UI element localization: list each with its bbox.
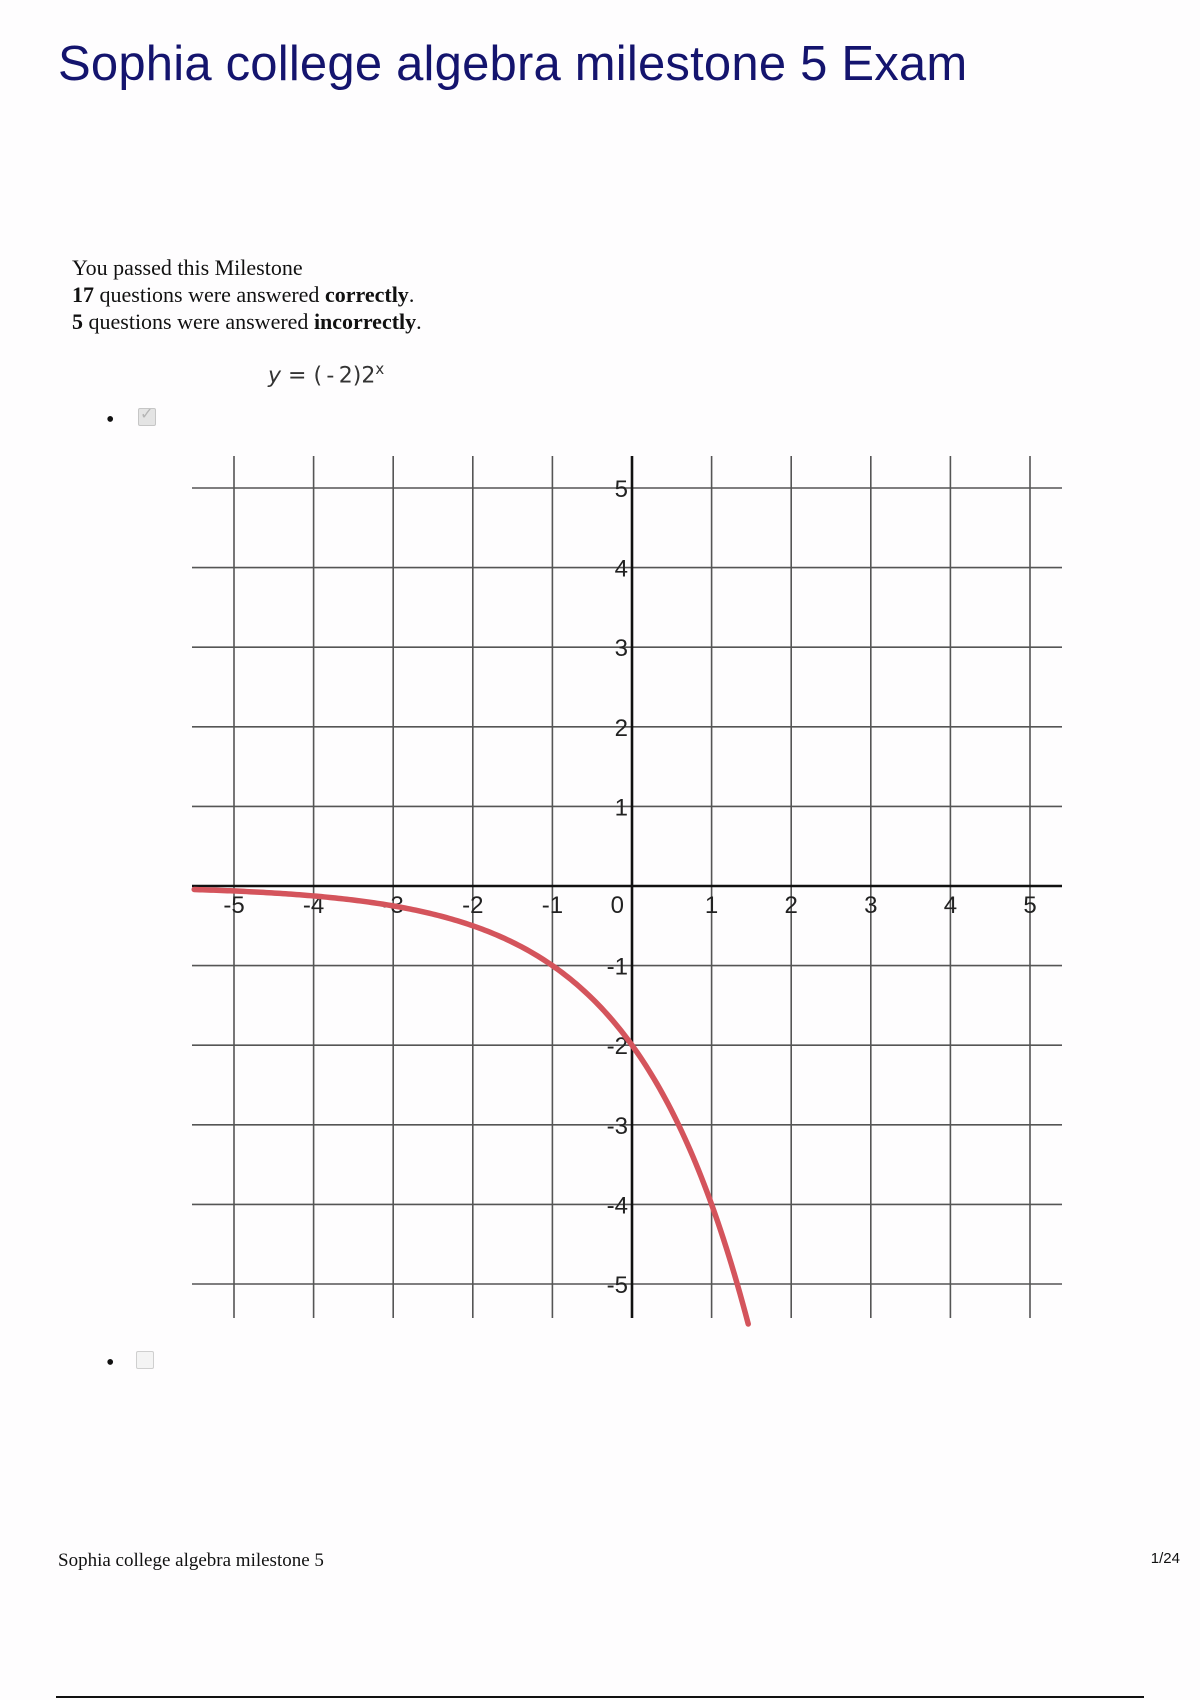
- answer-option-checkbox-2[interactable]: [136, 1351, 154, 1369]
- check-icon: ✓: [140, 404, 154, 423]
- correct-summary: 17 questions were answered correctly.: [72, 282, 415, 307]
- incorrect-word: incorrectly: [313, 309, 417, 334]
- y-tick-label: 1: [614, 794, 628, 822]
- function-curve: [194, 890, 748, 1324]
- x-tick-label: 3: [864, 892, 878, 919]
- x-tick-label: 2: [784, 892, 798, 919]
- equation-rhs: = ( - 2)2: [281, 363, 376, 389]
- x-tick-label: -1: [541, 892, 564, 919]
- footer-divider: [56, 1696, 1144, 1698]
- x-tick-label: 4: [943, 892, 958, 919]
- page-number: 1/24: [1150, 1550, 1180, 1567]
- x-tick-label: -3: [382, 892, 404, 919]
- pass-status: You passed this Milestone: [72, 255, 303, 280]
- footer-title: Sophia college algebra milestone 5: [58, 1550, 324, 1571]
- x-tick-label: -4: [302, 892, 325, 919]
- x-tick-label: -2: [462, 892, 484, 919]
- x-tick-label: 5: [1023, 892, 1037, 919]
- y-tick-label: -2: [606, 1033, 628, 1061]
- correct-word: correctly: [324, 282, 409, 307]
- y-tick-label: 3: [614, 635, 628, 663]
- equation-exponent: x: [375, 360, 385, 378]
- incorrect-count: 5: [72, 309, 83, 334]
- y-tick-label: -3: [606, 1112, 628, 1140]
- y-tick-label: 4: [614, 555, 628, 583]
- y-tick-label: -4: [606, 1192, 628, 1220]
- y-tick-label: -5: [606, 1272, 628, 1299]
- page-title: Sophia college algebra milestone 5 Exam: [58, 37, 968, 91]
- origin-label: 0: [610, 892, 624, 919]
- equation-lhs: y: [268, 363, 282, 389]
- y-tick-label: -1: [606, 953, 628, 981]
- bullet-icon: •: [106, 1350, 115, 1376]
- correct-count: 17: [72, 282, 94, 307]
- x-tick-label: 1: [704, 892, 719, 919]
- y-tick-label: 2: [614, 714, 628, 742]
- bullet-icon: •: [106, 407, 115, 433]
- y-tick-label: 5: [614, 476, 628, 503]
- incorrect-summary: 5 questions were answered incorrectly.: [72, 309, 422, 334]
- x-tick-label: -5: [223, 892, 245, 919]
